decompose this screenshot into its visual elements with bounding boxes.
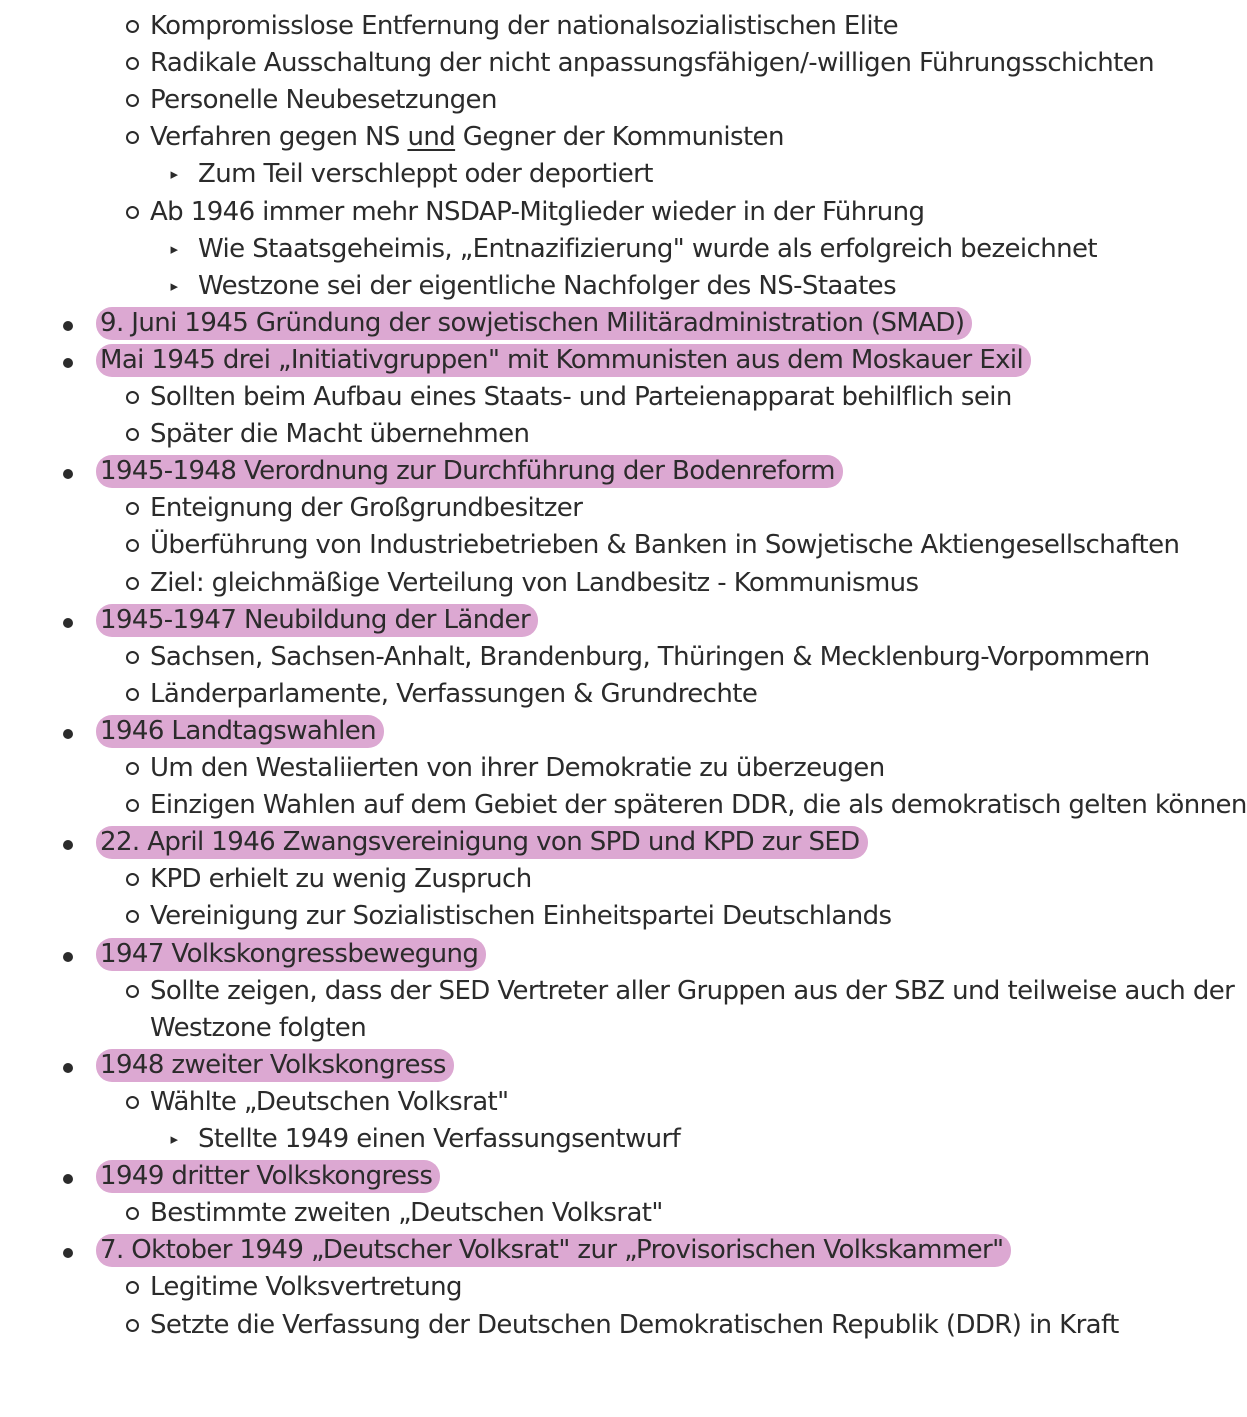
item-text: Westzone folgten: [150, 1013, 367, 1043]
bullet-circle-icon: [126, 1207, 139, 1220]
list-item: [0, 45, 1154, 82]
item-text: Enteignung der Großgrundbesitzer: [150, 493, 583, 523]
heading-text: [100, 453, 843, 490]
highlighted-text: 7. Oktober 1949 „Deutscher Volksrat" zur „Provisorischen Volkskammer": [96, 1234, 1011, 1267]
item-text: Ab 1946 immer mehr NSDAP-Mitglieder wieder in der Führung: [150, 197, 925, 227]
bullet-dot-icon: [63, 321, 73, 331]
bullet-circle-icon: [126, 985, 139, 998]
timeline-heading: [0, 936, 1080, 973]
list-item: [0, 194, 1080, 231]
bullet-circle-icon: [126, 873, 139, 886]
list-item: [0, 1121, 1080, 1158]
highlighted-text: 1945-1948 Verordnung zur Durchführung der Bodenreform: [96, 455, 843, 488]
bullet-dot-icon: [63, 1063, 73, 1073]
bullet-circle-icon: [126, 762, 139, 775]
item-text: Legitime Volksvertretung: [150, 1272, 462, 1302]
timeline-heading: [0, 453, 1080, 490]
heading-text: [100, 305, 972, 342]
heading-text: [100, 1047, 454, 1084]
bullet-circle-icon: [126, 131, 139, 144]
bullet-circle-icon: [126, 57, 139, 70]
item-text: Vereinigung zur Sozialistischen Einheitspartei Deutschlands: [150, 901, 892, 931]
highlighted-text: 9. Juni 1945 Gründung der sowjetischen Militäradministration (SMAD): [96, 307, 972, 340]
bullet-circle-icon: [126, 391, 139, 404]
underlined-word: und: [407, 122, 456, 152]
item-text: Wählte „Deutschen Volksrat": [150, 1087, 509, 1117]
item-text: Kompromisslose Entfernung der nationalsozialistischen Elite: [150, 11, 899, 41]
item-text: KPD erhielt zu wenig Zuspruch: [150, 864, 532, 894]
bullet-circle-icon: [126, 910, 139, 923]
heading-text: [100, 936, 486, 973]
list-item: [0, 1010, 1080, 1047]
list-item: [0, 676, 1080, 713]
item-text: Setzte die Verfassung der Deutschen Demokratischen Republik (DDR) in Kraft: [150, 1310, 1119, 1340]
list-item: [0, 1195, 1080, 1232]
bullet-circle-icon: [126, 1319, 139, 1332]
item-text: Später die Macht übernehmen: [150, 419, 530, 449]
list-item: [0, 8, 1080, 45]
timeline-heading: [0, 305, 1080, 342]
text-segment: Gegner der Kommunisten: [455, 122, 784, 152]
list-item: [0, 1084, 1080, 1121]
item-text: Zum Teil verschleppt oder deportiert: [198, 159, 653, 189]
bullet-circle-icon: [126, 539, 139, 552]
item-text: Überführung von Industriebetrieben & Banken in Sowjetische Aktiengesellschaften: [150, 530, 1180, 560]
timeline-heading: [0, 713, 1080, 750]
bullet-triangle-icon: ▸: [170, 277, 178, 295]
bullet-circle-icon: [126, 1096, 139, 1109]
item-text: [150, 119, 784, 156]
list-item: [0, 1307, 1119, 1344]
heading-text: [100, 824, 868, 861]
bullet-dot-icon: [63, 618, 73, 628]
item-text: Wie Staatsgeheimis, „Entnazifizierung" wurde als erfolgreich bezeichnet: [198, 234, 1097, 264]
item-text: Ziel: gleichmäßige Verteilung von Landbesitz - Kommunismus: [150, 568, 919, 598]
bullet-dot-icon: [63, 1174, 73, 1184]
bullet-circle-icon: [126, 20, 139, 33]
bullet-dot-icon: [63, 469, 73, 479]
timeline-heading: [0, 1047, 1080, 1084]
bullet-triangle-icon: ▸: [170, 1130, 178, 1148]
bullet-dot-icon: [63, 358, 73, 368]
list-item: [0, 416, 1080, 453]
timeline-heading: [0, 1232, 1080, 1269]
bullet-circle-icon: [126, 577, 139, 590]
item-text: Personelle Neubesetzungen: [150, 85, 497, 115]
list-item: [0, 750, 1080, 787]
list-item: [0, 861, 1080, 898]
bullet-triangle-icon: ▸: [170, 240, 178, 258]
timeline-heading: [0, 342, 1080, 379]
list-item: [0, 1269, 1080, 1306]
bullet-triangle-icon: ▸: [170, 165, 178, 183]
bullet-circle-icon: [126, 651, 139, 664]
highlighted-text: 22. April 1946 Zwangsvereinigung von SPD und KPD zur SED: [96, 826, 868, 859]
highlighted-text: 1946 Landtagswahlen: [96, 715, 384, 748]
timeline-heading: [0, 602, 1080, 639]
list-item: [0, 119, 1080, 156]
bullet-circle-icon: [126, 502, 139, 515]
highlighted-text: 1948 zweiter Volkskongress: [96, 1049, 454, 1082]
bullet-dot-icon: [63, 729, 73, 739]
heading-text: [100, 713, 384, 750]
bullet-circle-icon: [126, 206, 139, 219]
item-text: Radikale Ausschaltung der nicht anpassungsfähigen/-willigen Führungsschichten: [150, 48, 1154, 78]
bullet-circle-icon: [126, 94, 139, 107]
item-text: Länderparlamente, Verfassungen & Grundrechte: [150, 679, 758, 709]
list-item: [0, 639, 1150, 676]
list-item: [0, 231, 1097, 268]
bullet-dot-icon: [63, 952, 73, 962]
highlighted-text: 1947 Volkskongressbewegung: [96, 938, 486, 971]
item-text: Stellte 1949 einen Verfassungsentwurf: [198, 1124, 681, 1154]
heading-text: [100, 342, 1031, 379]
list-item: [0, 379, 1080, 416]
highlighted-text: 1945-1947 Neubildung der Länder: [96, 604, 538, 637]
list-item: [0, 527, 1180, 564]
list-item: [0, 490, 1080, 527]
bullet-circle-icon: [126, 1281, 139, 1294]
list-item: [0, 268, 1080, 305]
highlighted-text: 1949 dritter Volkskongress: [96, 1160, 440, 1193]
item-text: Sollte zeigen, dass der SED Vertreter aller Gruppen aus der SBZ und teilweise auch der: [150, 976, 1235, 1006]
item-text: Um den Westaliierten von ihrer Demokratie zu überzeugen: [150, 753, 885, 783]
text-segment: Verfahren gegen NS: [150, 122, 408, 152]
list-item: [0, 82, 1080, 119]
item-text: Einzigen Wahlen auf dem Gebiet der späteren DDR, die als demokratisch gelten können: [150, 790, 1247, 820]
bullet-circle-icon: [126, 688, 139, 701]
list-item: [0, 787, 1247, 824]
item-text: Bestimmte zweiten „Deutschen Volksrat": [150, 1198, 663, 1228]
item-text: Sachsen, Sachsen-Anhalt, Brandenburg, Thüringen & Mecklenburg-Vorpommern: [150, 642, 1150, 672]
heading-text: [100, 602, 538, 639]
heading-text: [100, 1232, 1011, 1269]
bullet-circle-icon: [126, 428, 139, 441]
item-text: Sollten beim Aufbau eines Staats- und Parteienapparat behilflich sein: [150, 382, 1012, 412]
bullet-dot-icon: [63, 1248, 73, 1258]
timeline-heading: [0, 824, 1080, 861]
bullet-dot-icon: [63, 840, 73, 850]
list-item: [0, 156, 1080, 193]
bullet-circle-icon: [126, 799, 139, 812]
list-item: [0, 973, 1235, 1010]
list-item: [0, 898, 1080, 935]
timeline-heading: [0, 1158, 1080, 1195]
highlighted-text: Mai 1945 drei „Initiativgruppen" mit Kommunisten aus dem Moskauer Exil: [96, 344, 1031, 377]
heading-text: [100, 1158, 440, 1195]
item-text: Westzone sei der eigentliche Nachfolger des NS-Staates: [198, 271, 897, 301]
list-item: [0, 565, 1080, 602]
